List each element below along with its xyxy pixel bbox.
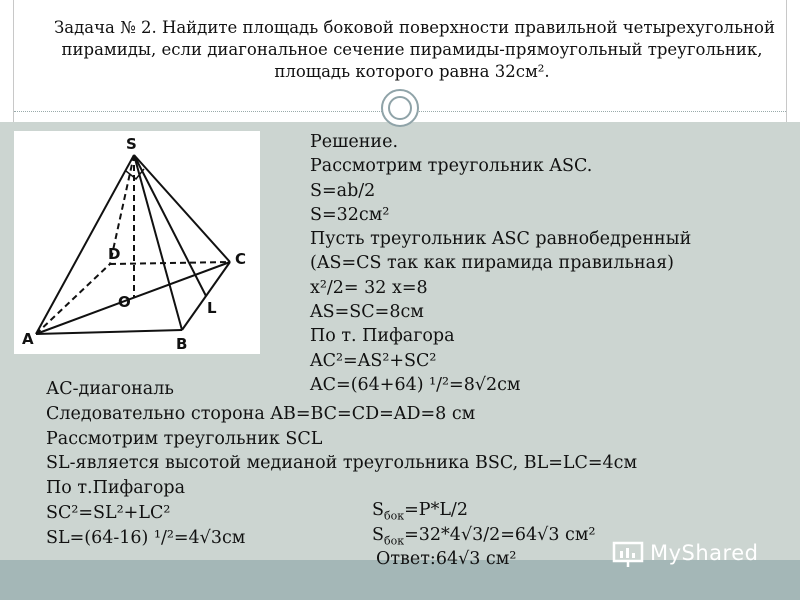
pyramid-figure bbox=[14, 131, 260, 354]
label-C: C bbox=[235, 250, 247, 268]
lower-line: Следовательно сторона AB=BC=CD=AD=8 см bbox=[46, 403, 476, 424]
lower-line: Рассмотрим треугольник SCL bbox=[46, 428, 323, 449]
formula-s-side-1 bbox=[372, 500, 468, 523]
lower-line: АС-диагональ bbox=[46, 379, 174, 399]
diagonal-AC bbox=[36, 262, 230, 334]
solution-line: Решение. bbox=[310, 132, 399, 152]
solution-line: Пусть треугольник ASC равнобедренный bbox=[310, 229, 692, 250]
solution-line: x²/2= 32 x=8 bbox=[310, 277, 428, 298]
label-D: D bbox=[108, 245, 121, 263]
lower-line: SC²=SL²+LC² bbox=[46, 502, 171, 523]
problem-title bbox=[54, 17, 775, 83]
presentation-icon bbox=[612, 539, 646, 569]
label-O: O bbox=[118, 293, 131, 311]
title-line: Задача № 2. Найдите площадь боковой поверхности правильной четырехугольной bbox=[54, 18, 775, 37]
solution-line: По т. Пифагора bbox=[310, 326, 455, 347]
formula-symbol: S bbox=[372, 525, 384, 545]
label-B: B bbox=[176, 335, 188, 353]
divider-ring-inner bbox=[388, 96, 412, 120]
formula-rest: =32*4√3/2=64√3 см² bbox=[404, 525, 596, 545]
title-line: пирамиды, если диагональное сечение пирамиды-прямоугольный треугольник, bbox=[61, 40, 763, 59]
edge-AB bbox=[36, 330, 182, 334]
watermark bbox=[610, 539, 770, 569]
solution-line: S=ab/2 bbox=[310, 180, 376, 201]
lower-line: SL-является высотой медианой треугольника BSC, BL=LC=4см bbox=[46, 453, 638, 474]
answer: Ответ:64√3 см² bbox=[376, 549, 517, 569]
apothem-SL bbox=[134, 155, 206, 296]
formula-rest: =P*L/2 bbox=[404, 500, 468, 520]
title-line: площадь которого равна 32см². bbox=[274, 62, 550, 81]
watermark-text: MyShared bbox=[650, 541, 759, 565]
solution-line: AS=SC=8см bbox=[310, 302, 424, 323]
lower-line: SL=(64-16) ¹/²=4√3см bbox=[46, 527, 246, 548]
solution-text bbox=[310, 130, 691, 397]
title-border-left bbox=[13, 0, 14, 122]
formula-symbol: S bbox=[372, 500, 384, 520]
title-border-right bbox=[786, 0, 787, 122]
solution-line: AC²=AS²+SC² bbox=[310, 350, 437, 371]
formula-subscript: бок bbox=[384, 509, 405, 523]
edge-DC bbox=[110, 262, 230, 264]
solution-line: (AS=CS так как пирамида правильная) bbox=[310, 253, 674, 274]
pyramid-drawing bbox=[14, 131, 260, 354]
label-A: A bbox=[22, 330, 34, 348]
lower-line: По т.Пифагора bbox=[46, 478, 186, 499]
formula-subscript: бок bbox=[384, 534, 405, 548]
label-S: S bbox=[126, 135, 137, 153]
solution-line: AC=(64+64) ¹/²=8√2см bbox=[310, 374, 521, 395]
formula-s-side-2 bbox=[372, 525, 595, 548]
divider-ring-icon bbox=[381, 89, 419, 127]
solution-line: Рассмотрим треугольник ASC. bbox=[310, 156, 593, 177]
label-L: L bbox=[207, 299, 217, 317]
edge-AD bbox=[36, 264, 110, 334]
solution-line: S=32см² bbox=[310, 204, 390, 225]
